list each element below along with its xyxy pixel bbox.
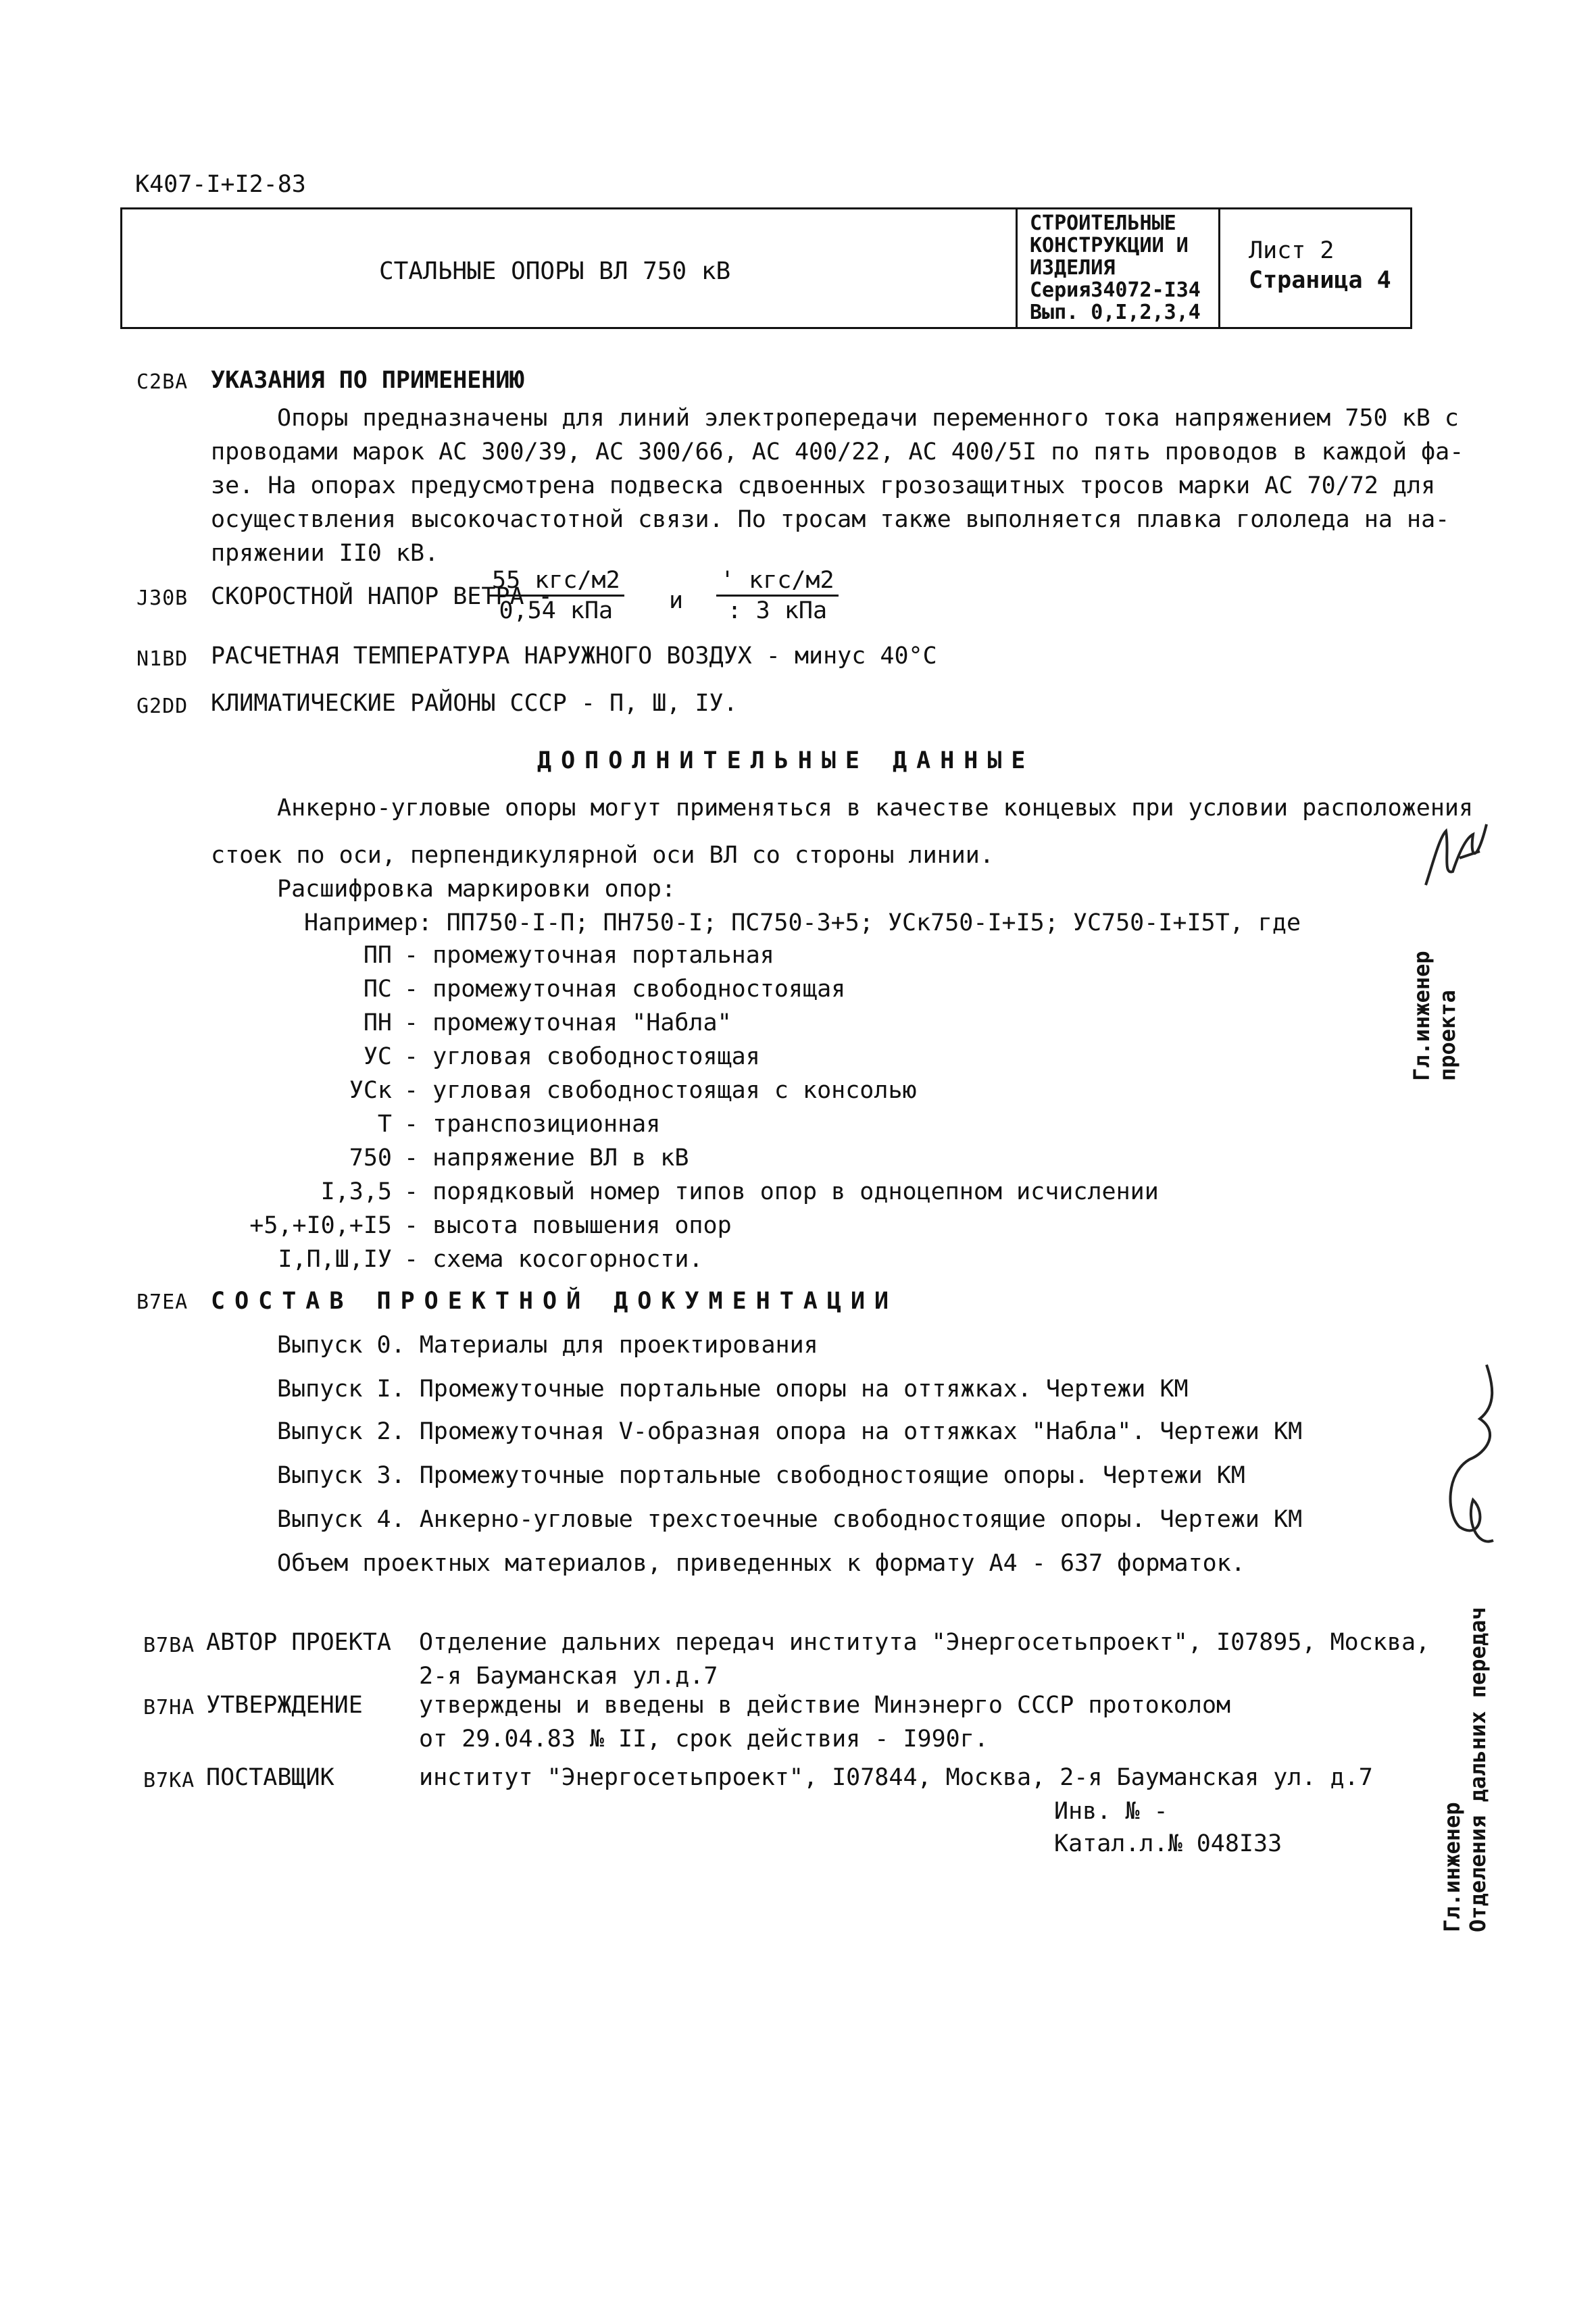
wind-numerator-1: 55 кгс/м2: [488, 566, 624, 597]
category-line: Вып. 0,I,2,3,4: [1030, 301, 1201, 324]
author-label: АВТОР ПРОЕКТА: [206, 1629, 391, 1656]
release-item: Выпуск I. Промежуточные портальные опоры на оттяжках. Чертежи КМ: [277, 1376, 1189, 1403]
title-block: [120, 207, 1412, 329]
additional-heading: ДОПОЛНИТЕЛЬНЫЕ ДАННЫЕ: [537, 747, 1035, 774]
release-item: Выпуск 4. Анкерно-угловые трехстоечные свободностоящие опоры. Чертежи КМ: [277, 1506, 1303, 1533]
category-cell: [1016, 209, 1218, 327]
legend-key: I,3,5: [320, 1178, 392, 1205]
legend-key: ПС: [363, 976, 392, 1003]
margin-label-line: проекта: [1435, 990, 1461, 1081]
category-line: Серия34072-I34: [1030, 278, 1201, 302]
legend-value: - порядковый номер типов опор в одноцепном исчислении: [404, 1178, 1159, 1205]
release-item: Выпуск 3. Промежуточные портальные свободностоящие опоры. Чертежи КМ: [277, 1462, 1245, 1489]
margin-label-line: Гл.инженер: [1409, 951, 1435, 1081]
category-line: ИЗДЕЛИЯ: [1030, 256, 1116, 280]
approval-label: УТВЕРЖДЕНИЕ: [206, 1692, 363, 1719]
legend-key: +5,+I0,+I5: [249, 1212, 392, 1239]
legend-value: - транспозиционная: [404, 1111, 661, 1138]
legend-value: - промежуточная свободностоящая: [404, 976, 846, 1003]
code-b7ba: B7BA: [143, 1634, 195, 1657]
document-code: К407-I+I2-83: [135, 171, 306, 198]
legend-value: - схема косогорности.: [404, 1246, 703, 1273]
temperature-line: РАСЧЕТНАЯ ТЕМПЕРАТУРА НАРУЖНОГО ВОЗДУХ - минус 40°С: [211, 643, 937, 670]
additional-line-2: стоек по оси, перпендикулярной оси ВЛ со стороны линии.: [211, 842, 994, 869]
wind-joiner: и: [669, 587, 684, 614]
margin-label-project: [1409, 951, 1461, 1081]
code-b7ea: B7EA: [136, 1290, 189, 1314]
signature-department-engineer: [1432, 1358, 1507, 1561]
wind-numerator-2: ' кгс/м2: [716, 566, 839, 597]
supplier-line: институт "Энергосетьпроект", I07844, Москва, 2-я Бауманская ул. д.7: [419, 1764, 1373, 1791]
approval-line-1: утверждены и введены в действие Минэнерго СССР протоколом: [419, 1692, 1231, 1719]
wind-fraction-1: [488, 566, 624, 625]
code-b7ka: B7KA: [143, 1769, 195, 1792]
climate-line: КЛИМАТИЧЕСКИЕ РАЙОНЫ СССР - П, Ш, IУ.: [211, 690, 738, 717]
legend-key: ПН: [363, 1009, 392, 1036]
supplier-label: ПОСТАВЩИК: [206, 1764, 334, 1791]
code-g2dd: G2DD: [136, 695, 189, 718]
page-number: Страница 4: [1249, 267, 1391, 294]
inventory-number: Инв. № -: [1054, 1798, 1168, 1825]
legend-value: - угловая свободностоящая с консолью: [404, 1077, 917, 1104]
decode-title: Расшифровка маркировки опор:: [277, 876, 676, 903]
margin-label-line: Гл.инженер: [1439, 1802, 1465, 1932]
paragraph-line: проводами марок АС 300/39, АС 300/66, АС 400/22, АС 400/5I по пять проводов в каждой фа-: [211, 438, 1464, 466]
signature-project-engineer: [1412, 811, 1500, 905]
legend-value: - промежуточная портальная: [404, 942, 774, 969]
composition-heading: СОСТАВ ПРОЕКТНОЙ ДОКУМЕНТАЦИИ: [211, 1288, 899, 1315]
paragraph-line: Опоры предназначены для линий электропередачи переменного тока напряжением 750 кВ с: [277, 405, 1459, 432]
release-item: Выпуск 0. Материалы для проектирования: [277, 1332, 818, 1359]
category-line: СТРОИТЕЛЬНЫЕ: [1030, 211, 1176, 235]
code-j30b: J30B: [136, 586, 189, 610]
category-lines: [1030, 212, 1201, 324]
legend-key: Т: [377, 1111, 392, 1138]
application-heading: УКАЗАНИЯ ПО ПРИМЕНЕНИЮ: [211, 367, 524, 394]
legend-value: - напряжение ВЛ в кВ: [404, 1145, 689, 1172]
wind-fraction-2: [716, 566, 839, 625]
catalog-number: Катал.л.№ 048I33: [1054, 1830, 1282, 1857]
marking-example: Например: ПП750-I-П; ПН750-I; ПС750-3+5; УСк750-I+I5; УС750-I+I5Т, где: [304, 909, 1301, 936]
sheet-number: Лист 2: [1249, 237, 1335, 264]
legend-key: УСк: [349, 1077, 392, 1104]
approval-line-2: от 29.04.83 № II, срок действия - I990г.: [419, 1726, 989, 1753]
author-line-1: Отделение дальних передач института "Энергосетьпроект", I07895, Москва,: [419, 1629, 1430, 1656]
document-title: СТАЛЬНЫЕ ОПОРЫ ВЛ 750 кВ: [379, 257, 731, 285]
paragraph-line: пряжении II0 кВ.: [211, 540, 439, 567]
materials-volume: Объем проектных материалов, приведенных к формату А4 - 637 форматок.: [277, 1550, 1245, 1577]
paragraph-line: зе. На опорах предусмотрена подвеска сдвоенных грозозащитных тросов марки АС 70/72 для: [211, 472, 1436, 499]
legend-value: - промежуточная "Набла": [404, 1009, 732, 1036]
legend-key: I,П,Ш,IУ: [278, 1246, 392, 1273]
legend-value: - угловая свободностоящая: [404, 1043, 760, 1070]
code-n1bd: N1BD: [136, 647, 189, 671]
wind-label: СКОРОСТНОЙ НАПОР ВЕТРА -: [211, 583, 553, 610]
code-c2ba: C2BA: [136, 370, 189, 394]
margin-label-department: [1439, 1607, 1491, 1932]
legend-value: - высота повышения опор: [404, 1212, 732, 1239]
legend-key: УС: [363, 1043, 392, 1070]
code-b7ha: B7HA: [143, 1696, 195, 1719]
author-line-2: 2-я Бауманская ул.д.7: [419, 1663, 718, 1690]
sheet-cell: [1218, 209, 1410, 327]
release-item: Выпуск 2. Промежуточная V-образная опора на оттяжках "Набла". Чертежи КМ: [277, 1418, 1303, 1445]
margin-label-line: Отделения дальних передач: [1465, 1607, 1491, 1932]
additional-line-1: Анкерно-угловые опоры могут применяться в качестве концевых при условии расположения: [277, 795, 1474, 822]
paragraph-line: осуществления высокочастотной связи. По тросам также выполняется плавка гололеда на на-: [211, 506, 1450, 533]
legend-key: ПП: [363, 942, 392, 969]
legend-key: 750: [349, 1145, 392, 1172]
category-line: КОНСТРУКЦИИ И: [1030, 234, 1189, 257]
wind-denominator-2: : 3 кПа: [727, 597, 828, 624]
wind-denominator-1: 0,54 кПа: [499, 597, 614, 624]
